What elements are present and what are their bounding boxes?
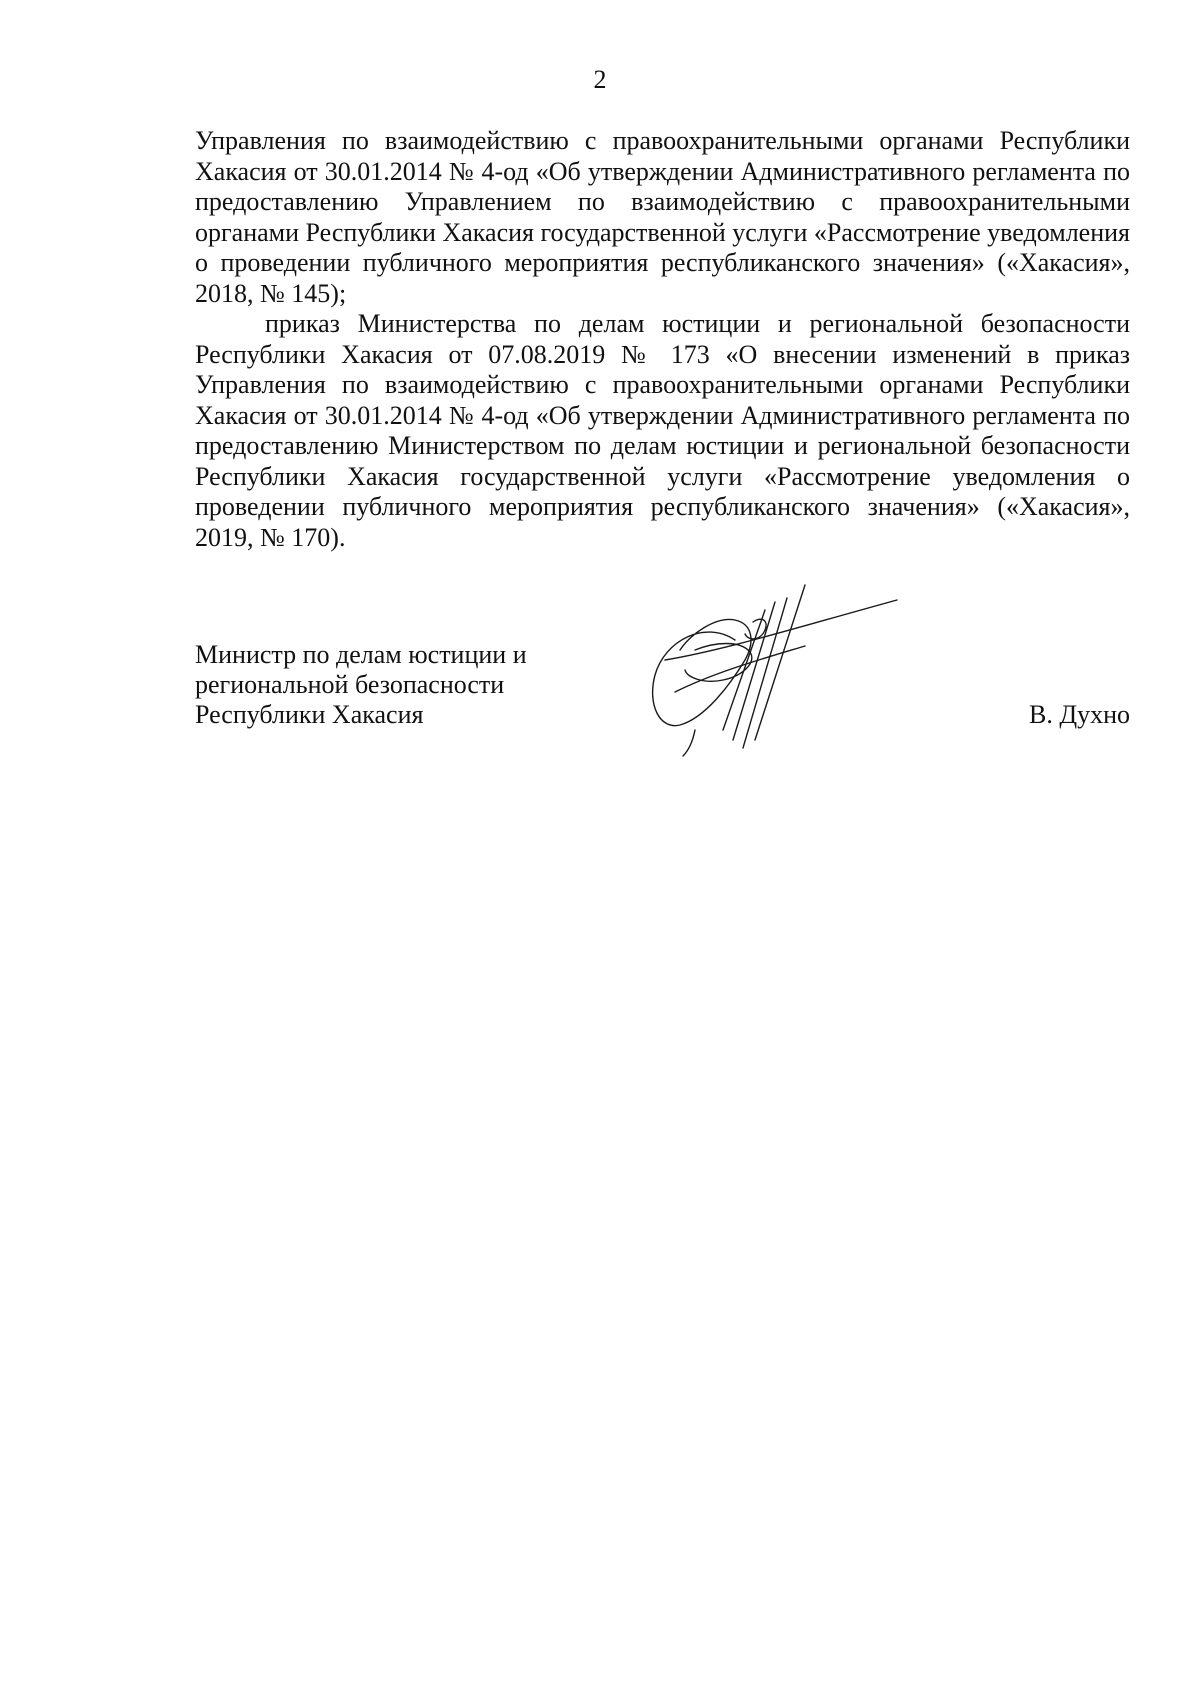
signer-title-line-3: Республики Хакасия [195, 700, 424, 729]
signer-name: В. Духно [1029, 700, 1130, 729]
signer-title [195, 640, 527, 730]
signature-block [195, 640, 1130, 770]
document-body [195, 126, 1130, 553]
body-paragraph-1: Управления по взаимодействию с правоохранительными органами Республики Хакасия от 30.01.2014 № 4-од «Об утверждении Административного регламента по предоставлению Управлением по взаимодействию с правоохранительными органами Республики Хакасия государственной услуги «Рассмотрение уведомления о проведении публичного мероприятия республиканского значения» («Хакасия», 2018, № 145); [195, 126, 1130, 308]
page-number: 2 [593, 65, 607, 94]
signer-title-line-1: Министр по делам юстиции и [195, 640, 527, 669]
handwritten-signature [635, 580, 915, 760]
body-paragraph-2: приказ Министерства по делам юстиции и региональной безопасности Республики Хакасия от 07.08.2019 № 173 «О внесении изменений в приказ Управления по взаимодействию с правоохранительными органами Республики Хакасия от 30.01.2014 № 4-од «Об утверждении Административного регламента по предоставлению Министерством по делам юстиции и региональной безопасности Республики Хакасия государственной услуги «Рассмотрение уведомления о проведении публичного мероприятия республиканского значения» («Хакасия», 2019, № 170). [195, 309, 1130, 552]
signer-title-line-2: региональной безопасности [195, 670, 505, 699]
